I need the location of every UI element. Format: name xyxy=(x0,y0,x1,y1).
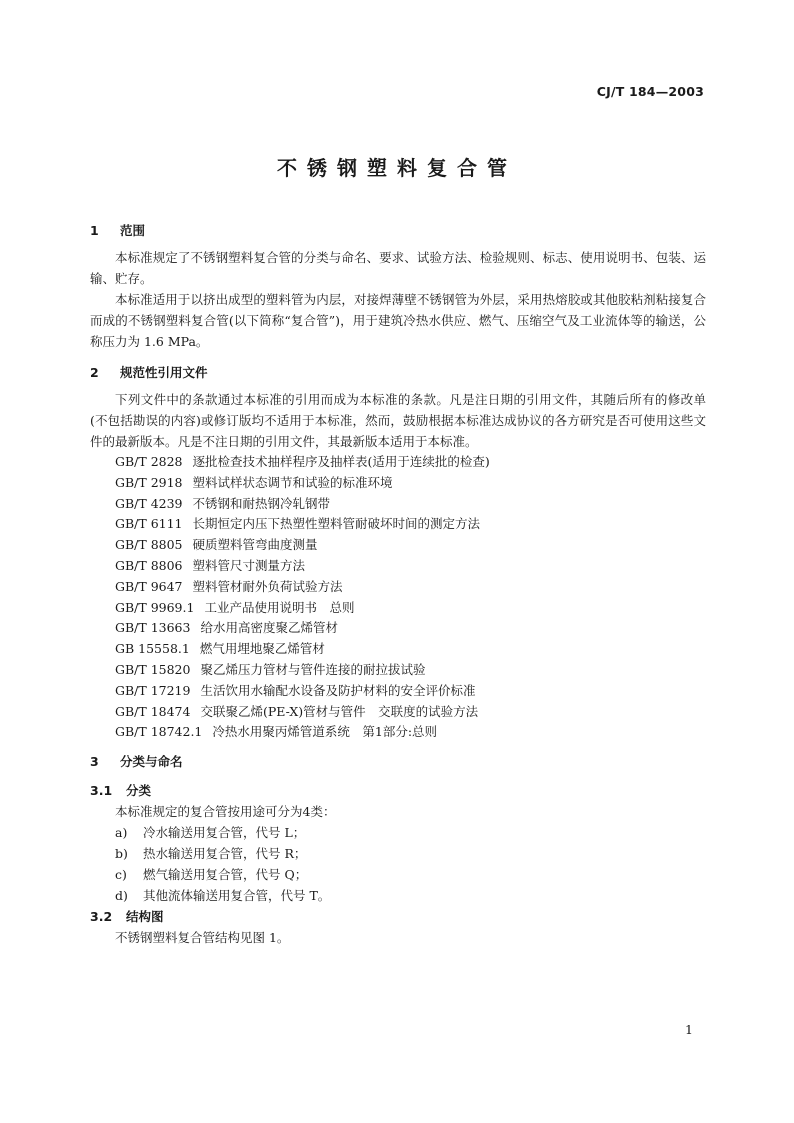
paragraph: 本标准适用于以挤出成型的塑料管为内层，对接焊薄壁不锈钢管为外层，采用热熔胶或其他胶粘剂粘接复合而成的不锈钢塑料复合管(以下简称“复合管”)，用于建筑冷热水供应、燃气、压缩空气及工业流体等的输送，公称压力为 1.6 MPa。 xyxy=(90,292,706,349)
list-item xyxy=(90,822,706,843)
item-text: 燃气输送用复合管，代号 Q； xyxy=(143,867,308,883)
section-title: 分类与命名 xyxy=(120,754,183,770)
ref-code: GB/T 18474 xyxy=(115,703,191,719)
ref-code: GB/T 9969.1 xyxy=(115,599,195,615)
reference-item xyxy=(90,577,706,598)
section-title: 范围 xyxy=(120,223,146,238)
reference-item xyxy=(90,452,706,473)
ref-code: GB/T 8806 xyxy=(115,557,183,573)
subsection-title: 结构图 xyxy=(126,909,164,925)
section-number: 2 xyxy=(90,365,99,380)
ref-code: GB/T 9647 xyxy=(115,578,183,594)
reference-item xyxy=(90,681,706,702)
ref-code: GB/T 18742.1 xyxy=(115,724,203,740)
standard-code: CJ/T 184—2003 xyxy=(596,84,704,99)
section-heading-1 xyxy=(90,220,706,241)
paragraph: 本标准规定了不锈钢塑料复合管的分类与命名、要求、试验方法、检验规则、标志、使用说明书、包装、运输、贮存。 xyxy=(90,250,706,286)
section-title: 规范性引用文件 xyxy=(120,365,208,380)
reference-item xyxy=(90,535,706,556)
document-body xyxy=(90,220,706,948)
reference-item xyxy=(90,494,706,515)
section-number: 1 xyxy=(90,223,99,238)
ref-name: 聚乙烯压力管材与管件连接的耐拉拔试验 xyxy=(200,661,426,677)
section-heading-2 xyxy=(90,362,706,383)
ref-name: 硬质塑料管弯曲度测量 xyxy=(192,537,318,553)
paragraph: 不锈钢塑料复合管结构见图 1。 xyxy=(115,930,290,946)
reference-item xyxy=(90,618,706,639)
subsection-number: 3.2 xyxy=(90,909,113,925)
reference-item xyxy=(90,660,706,681)
reference-list xyxy=(90,452,706,743)
item-label: a) xyxy=(115,825,128,841)
item-label: c) xyxy=(115,867,127,883)
ref-name: 不锈钢和耐热钢冷轧钢带 xyxy=(192,495,331,511)
ref-name: 长期恒定内压下热塑性塑料管耐破坏时间的测定方法 xyxy=(192,516,481,532)
section-heading-3 xyxy=(90,751,706,772)
ref-code: GB 15558.1 xyxy=(115,641,190,657)
reference-item xyxy=(90,473,706,494)
paragraph: 下列文件中的条款通过本标准的引用而成为本标准的条款。凡是注日期的引用文件，其随后所有的修改单(不包括勘误的内容)或修订版均不适用于本标准，然而，鼓励根据本标准达成协议的各方研究是否可使用这些文件的最新版本。凡是不注日期的引用文件，其最新版本适用于本标准。 xyxy=(90,392,706,449)
ref-name: 塑料试样状态调节和试验的标准环境 xyxy=(192,474,393,490)
reference-item xyxy=(90,639,706,660)
ref-name: 逐批检查技术抽样程序及抽样表(适用于连续批的检查) xyxy=(192,454,490,469)
ref-code: GB/T 15820 xyxy=(115,661,191,677)
page-number: 1 xyxy=(685,1022,693,1037)
ref-code: GB/T 2918 xyxy=(115,474,183,490)
item-text: 其他流体输送用复合管，代号 T。 xyxy=(143,888,331,904)
ref-code: GB/T 2828 xyxy=(115,454,183,469)
subsection-heading-3-2 xyxy=(90,906,706,927)
ref-name: 燃气用埋地聚乙烯管材 xyxy=(199,641,325,657)
section-number: 3 xyxy=(90,754,99,770)
paragraph: 本标准规定的复合管按用途可分为4类： xyxy=(115,804,336,820)
document-title: 不锈钢塑料复合管 xyxy=(277,156,517,180)
reference-item xyxy=(90,598,706,619)
ref-name: 给水用高密度聚乙烯管材 xyxy=(200,620,338,636)
classification-list xyxy=(90,822,706,906)
reference-item xyxy=(90,722,706,743)
list-item xyxy=(90,843,706,864)
ref-name: 生活饮用水输配水设备及防护材料的安全评价标准 xyxy=(200,682,476,698)
subsection-heading-3-1 xyxy=(90,780,706,801)
ref-code: GB/T 8805 xyxy=(115,537,183,553)
subsection-number: 3.1 xyxy=(90,783,113,799)
ref-code: GB/T 17219 xyxy=(115,682,191,698)
reference-item xyxy=(90,702,706,723)
ref-name: 工业产品使用说明书 总则 xyxy=(204,599,355,615)
ref-name: 塑料管材耐外负荷试验方法 xyxy=(192,578,343,594)
list-item xyxy=(90,885,706,906)
item-text: 热水输送用复合管，代号 R； xyxy=(143,846,307,862)
subsection-title: 分类 xyxy=(126,783,152,799)
reference-item xyxy=(90,514,706,535)
ref-code: GB/T 6111 xyxy=(115,516,183,532)
item-label: b) xyxy=(115,846,128,862)
ref-name: 交联聚乙烯(PE-X)管材与管件 交联度的试验方法 xyxy=(200,703,479,719)
ref-name: 冷热水用聚丙烯管道系统 第1部分:总则 xyxy=(212,724,438,740)
reference-item xyxy=(90,556,706,577)
ref-name: 塑料管尺寸测量方法 xyxy=(192,557,306,573)
ref-code: GB/T 4239 xyxy=(115,495,183,511)
item-label: d) xyxy=(115,888,128,904)
item-text: 冷水输送用复合管，代号 L； xyxy=(143,825,306,841)
ref-code: GB/T 13663 xyxy=(115,620,191,636)
list-item xyxy=(90,864,706,885)
